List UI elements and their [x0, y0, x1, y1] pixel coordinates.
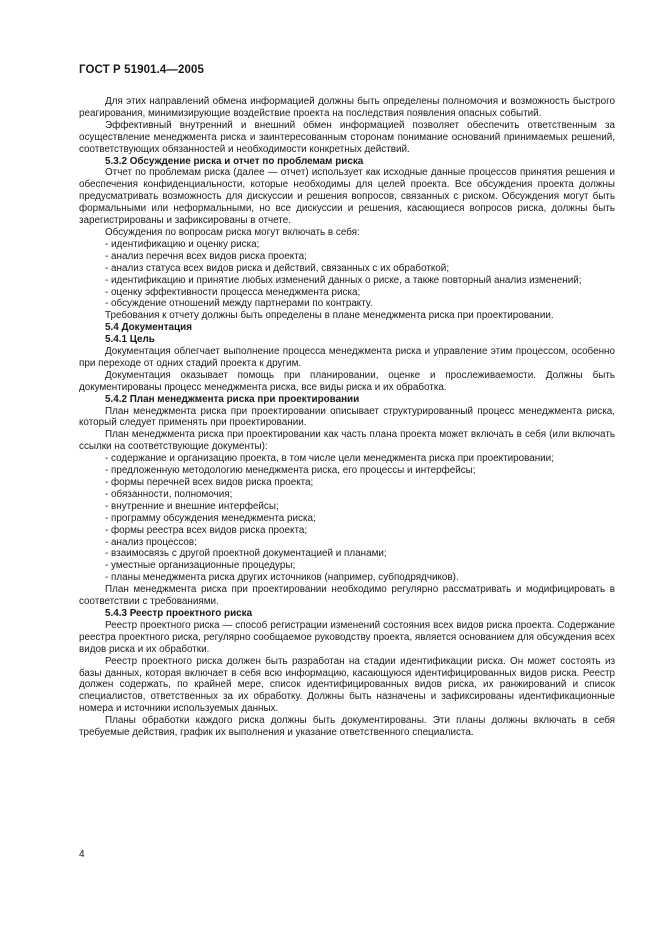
paragraph: Для этих направлений обмена информацией должны быть определены полномочия и возможность быстрого реагирования, минимизирующие воздействие проекта на последствия появления опасных событий.: [79, 96, 615, 119]
list-item: - взаимосвязь с другой проектной документацией и планами;: [105, 548, 387, 560]
list-item: - обсуждение отношений между партнерами по контракту.: [105, 298, 373, 310]
list-item: - анализ процессов;: [105, 536, 197, 548]
document-body: [79, 96, 615, 739]
section-heading: 5.4.2 План менеджмента риска при проектировании: [105, 393, 360, 405]
list-item: - обязанности, полномочия;: [105, 488, 233, 500]
list-item: - оценку эффективности процесса менеджмента риска;: [105, 286, 361, 298]
paragraph: Обсуждения по вопросам риска могут включать в себя:: [105, 226, 360, 238]
section-heading: 5.4 Документация: [105, 322, 192, 334]
section-heading: 5.3.2 Обсуждение риска и отчет по проблемам риска: [105, 155, 364, 167]
paragraph: План менеджмента риска при проектировании как часть плана проекта может включать в себя (или включать ссылки на соответствующие документы):: [79, 429, 615, 453]
section-heading: 5.4.3 Реестр проектного риска: [105, 607, 253, 619]
list-item: - формы перечней всех видов риска проекта;: [105, 477, 314, 488]
list-item: - анализ перечня всех видов риска проекта;: [105, 250, 307, 262]
list-item: - анализ статуса всех видов риска и действий, связанных с их обработкой;: [105, 262, 450, 274]
list-item: - внутренние и внешние интерфейсы;: [105, 500, 279, 512]
list-item: - формы реестра всех видов риска проекта;: [105, 524, 308, 536]
paragraph: Реестр проектного риска — способ регистрации изменений состояния всех видов риска проекта. Содержание реестра проектного риска, регулярно сообщаемое руководству проекта, является основанием для обсуждения всех видов риска и их обработки.: [79, 619, 615, 655]
list-item: - уместные организационные процедуры;: [105, 560, 296, 572]
list-item: - идентификацию и оценку риска;: [105, 238, 260, 250]
paragraph: План менеджмента риска при проектировании необходимо регулярно рассматривать и модифицировать в соответствии с требованиями.: [79, 584, 615, 608]
list-item: - планы менеджмента риска других источников (например, субподрядчиков).: [105, 572, 459, 584]
paragraph: План менеджмента риска при проектировании описывает структурированный процесс менеджмента риска, который следует применять при проектировании.: [79, 405, 615, 429]
list-item: - идентификацию и принятие любых изменений данных о риске, а также повторный анализ изменений;: [105, 274, 582, 286]
paragraph: Эффективный внутренний и внешний обмен информацией позволяет обеспечить ответственным за осуществление менеджмента риска и заинтересованным сторонам понимание оснований принимаемых решений, соответствующих обязанностей и необходимости конкретных действий.: [79, 119, 615, 155]
list-item: - содержание и организацию проекта, в том числе цели менеджмента риска при проектировании;: [105, 453, 554, 465]
document-header: ГОСТ Р 51901.4—2005: [79, 64, 204, 76]
list-item: - предложенную методологию менеджмента риска, его процессы и интерфейсы;: [105, 465, 476, 477]
list-item: - программу обсуждения менеджмента риска;: [105, 512, 316, 524]
section-heading: 5.4.1 Цель: [105, 334, 155, 346]
paragraph: Отчет по проблемам риска (далее — отчет) использует как исходные данные процессов принятия решения и обеспечения конфиденциальности, которые необходимы для целей проекта. Все обсуждения проекта должны предусматривать возможность для дискуссии и решения вопросов, связанных с риском. Обсуждения могут быть формальными или неформальными, но все дискуссии и решения, касающиеся вопросов риска, должны быть зарегистрированы и зафиксированы в отчете.: [79, 167, 615, 227]
paragraph: Документация облегчает выполнение процесса менеджмента риска и управление этим процессом, особенно при переходе от одних стадий проекта к другим.: [79, 346, 615, 369]
paragraph: Планы обработки каждого риска должны быть документированы. Эти планы должны включать в себя требуемые действия, график их выполнения и указание ответственного специалиста.: [79, 715, 615, 739]
page-number: 4: [79, 849, 85, 860]
paragraph: Требования к отчету должны быть определены в плане менеджмента риска при проектировании.: [105, 310, 554, 322]
paragraph: Реестр проектного риска должен быть разработан на стадии идентификации риска. Он может состоять из базы данных, которая включает в себя всю информацию, касающуюся идентифицированных видов риска. Реестр должен содержать, по крайней мере, список идентифицированных видов риска, их ранжирований и список специалистов, ответственных за их обработку. Должны быть назначены и зафиксированы идентификационные номера и источники используемых данных.: [79, 655, 615, 715]
paragraph: Документация оказывает помощь при планировании, оценке и прослеживаемости. Должны быть документированы процесс менеджмента риска, все виды риска и их обработка.: [79, 369, 615, 393]
